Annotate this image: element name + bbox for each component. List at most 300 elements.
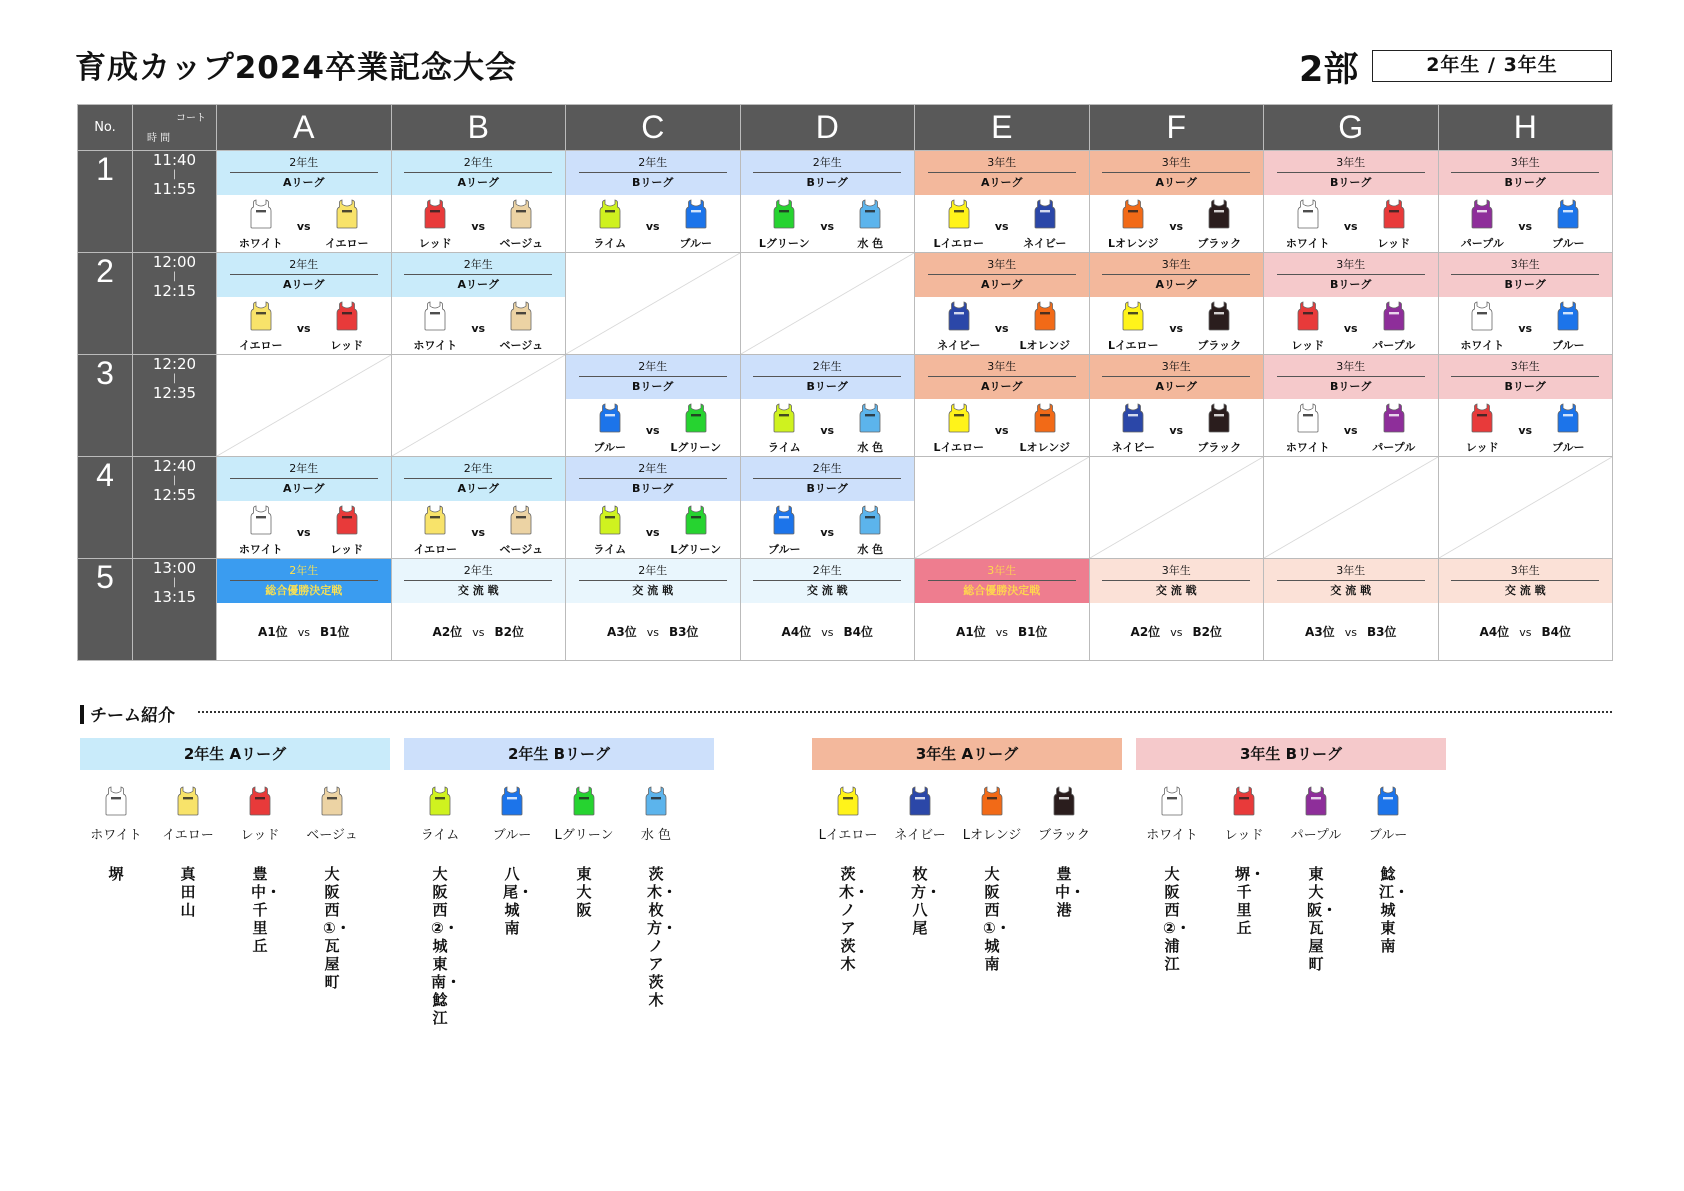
team-districts: 大阪西②・城東南・鯰江	[431, 865, 462, 1027]
match-league: Aリーグ	[980, 380, 1023, 393]
match-cell	[217, 253, 392, 355]
match-cell	[391, 151, 566, 253]
home-team: ホワイト	[1285, 237, 1330, 250]
team-districts: 枚方・八尾	[911, 865, 942, 937]
team-color-name: Lグリーン	[554, 828, 614, 843]
start-time: 12:40	[152, 457, 197, 475]
home-team: ブルー	[767, 543, 801, 556]
jersey-icon	[250, 505, 272, 535]
header-time: 時 間	[147, 133, 171, 144]
jersey-icon	[1297, 403, 1319, 433]
home-seed: A4位	[1479, 625, 1510, 639]
match-league: Bリーグ	[806, 380, 848, 393]
jersey-icon	[336, 505, 358, 535]
match-cell	[217, 151, 392, 253]
match-cell	[740, 151, 915, 253]
page-title: 育成カップ2024卒業記念大会	[75, 50, 517, 86]
jersey-icon	[336, 199, 358, 229]
home-team: イエロー	[413, 543, 458, 556]
away-team: ネイビー	[1023, 237, 1067, 250]
home-seed: A4位	[781, 625, 812, 639]
match-header	[392, 457, 566, 501]
vs-label: vs	[821, 626, 834, 639]
away-team: ブラック	[1197, 339, 1242, 352]
away-team: 水 色	[857, 237, 884, 250]
match-cell	[1089, 355, 1264, 457]
match-grade: 2年生	[289, 156, 319, 169]
schedule-row	[78, 253, 1613, 355]
away-seed: B2位	[494, 625, 524, 639]
away-team: ブルー	[1551, 441, 1585, 454]
vs-label: vs	[296, 322, 311, 335]
home-seed: A1位	[956, 625, 986, 639]
jersey-icon	[501, 786, 523, 816]
match-league: Bリーグ	[1330, 278, 1372, 291]
jersey-icon	[773, 505, 795, 535]
home-team: ライム	[593, 237, 627, 250]
away-team: ブラック	[1197, 441, 1242, 454]
jersey-icon	[1034, 199, 1056, 229]
jersey-icon	[424, 199, 446, 229]
schedule-row	[78, 457, 1613, 559]
home-team: ホワイト	[238, 543, 283, 556]
away-seed: B3位	[1366, 625, 1397, 639]
jersey-icon	[1383, 403, 1405, 433]
team-districts: 豊中・港	[1055, 865, 1086, 919]
jersey-icon	[1305, 786, 1327, 816]
jersey-icon	[645, 786, 667, 816]
court-header-a: A	[217, 105, 392, 151]
team-districts: 大阪西②・浦江	[1163, 865, 1191, 973]
away-team: イエロー	[324, 237, 369, 250]
team-color-name: ホワイト	[90, 828, 142, 843]
match-header	[1439, 151, 1613, 195]
team-districts: 茨木・枚方・ノア茨木	[647, 865, 678, 1009]
match-league: Aリーグ	[457, 278, 499, 291]
league-name: 2年生 Aリーグ	[80, 738, 390, 770]
match-cell	[1264, 151, 1439, 253]
jersey-icon	[1122, 403, 1144, 433]
round-number: 2	[78, 253, 133, 355]
home-team: Lイエロー	[933, 237, 985, 250]
empty-slot	[391, 355, 566, 457]
match-header	[1439, 355, 1613, 399]
match-header	[566, 457, 740, 501]
match-league: Bリーグ	[632, 176, 674, 189]
header-no: No.	[78, 105, 133, 151]
jersey-icon	[981, 786, 1003, 816]
home-team: ホワイト	[1460, 339, 1505, 352]
match-grade: 3年生	[1510, 564, 1540, 577]
match-header	[741, 355, 915, 399]
match-cell	[566, 151, 741, 253]
away-team: ベージュ	[499, 237, 544, 250]
league-intro	[1136, 738, 1446, 973]
match-grade: 2年生	[812, 462, 842, 475]
match-league: Aリーグ	[1155, 176, 1197, 189]
match-league: Aリーグ	[457, 176, 499, 189]
round-number: 1	[78, 151, 133, 253]
jersey-icon	[1208, 301, 1230, 331]
match-grade: 3年生	[987, 564, 1017, 577]
match-header	[217, 559, 391, 603]
team-color-name: レッド	[240, 828, 280, 843]
home-team: レッド	[418, 237, 452, 250]
match-header	[392, 253, 566, 297]
away-team: レッド	[330, 339, 364, 352]
vs-label: vs	[472, 626, 485, 639]
court-header-g: G	[1264, 105, 1439, 151]
empty-slot	[1089, 457, 1264, 559]
vs-label: vs	[994, 322, 1009, 335]
vs-label: vs	[471, 220, 486, 233]
match-header	[1264, 151, 1438, 195]
home-team: Lオレンジ	[1108, 237, 1159, 250]
jersey-icon	[773, 403, 795, 433]
match-cell	[1264, 355, 1439, 457]
team-entry	[152, 786, 224, 991]
jersey-icon	[773, 199, 795, 229]
round-time: 12:40 | 12:55	[133, 457, 217, 559]
away-team: レッド	[1377, 237, 1411, 250]
final-cell	[1089, 559, 1264, 661]
court-header-e: E	[915, 105, 1090, 151]
away-team: パープル	[1372, 441, 1416, 454]
empty-slot	[217, 355, 392, 457]
match-cell	[566, 355, 741, 457]
match-type: 総合優勝決定戦	[963, 584, 1041, 597]
match-league: Aリーグ	[457, 482, 499, 495]
jersey-icon	[909, 786, 931, 816]
jersey-icon	[1122, 199, 1144, 229]
vs-label: vs	[1518, 220, 1533, 233]
home-team: ブルー	[593, 441, 627, 454]
away-team: ベージュ	[499, 339, 544, 352]
team-districts: 大阪西①・瓦屋町	[323, 865, 351, 991]
final-cell	[1438, 559, 1613, 661]
vs-label: vs	[1518, 322, 1533, 335]
match-header	[915, 559, 1089, 603]
jersey-icon	[321, 786, 343, 816]
home-seed: A2位	[432, 625, 463, 639]
jersey-icon	[1233, 786, 1255, 816]
league-name: 3年生 Aリーグ	[812, 738, 1122, 770]
match-grade: 2年生	[638, 462, 668, 475]
jersey-icon	[685, 199, 707, 229]
end-time: 12:55	[152, 486, 197, 504]
match-league: Bリーグ	[1330, 176, 1372, 189]
home-team: レッド	[1291, 339, 1325, 352]
match-grade: 3年生	[1161, 360, 1191, 373]
jersey-icon	[948, 199, 970, 229]
jersey-icon	[1557, 403, 1579, 433]
match-header	[1090, 559, 1264, 603]
home-team: ライム	[767, 441, 801, 454]
final-cell	[1264, 559, 1439, 661]
match-header	[566, 355, 740, 399]
match-cell	[1438, 355, 1613, 457]
match-header	[1264, 355, 1438, 399]
jersey-icon	[510, 301, 532, 331]
final-cell	[915, 559, 1090, 661]
away-team: Lグリーン	[670, 543, 722, 556]
team-districts: 東大阪・瓦屋町	[1307, 865, 1338, 973]
jersey-icon	[948, 403, 970, 433]
team-districts: 茨木・ノア茨木	[839, 865, 870, 973]
end-time: 12:35	[152, 384, 197, 402]
match-type: 交 流 戦	[1504, 584, 1546, 597]
jersey-icon	[105, 786, 127, 816]
team-entry	[620, 786, 692, 1027]
team-districts: 堺・千里丘	[1235, 865, 1266, 937]
match-league: Bリーグ	[806, 176, 848, 189]
match-header	[915, 355, 1089, 399]
match-header	[1090, 253, 1264, 297]
jersey-icon	[948, 301, 970, 331]
team-entry	[296, 786, 368, 991]
away-team: パープル	[1372, 339, 1416, 352]
team-color-name: ホワイト	[1146, 828, 1198, 843]
match-grade: 2年生	[638, 564, 668, 577]
start-time: 12:20	[152, 355, 197, 373]
match-grade: 2年生	[463, 564, 493, 577]
team-entry	[884, 786, 956, 973]
match-league: Aリーグ	[980, 278, 1023, 291]
final-cell	[217, 559, 392, 661]
vs-label: vs	[995, 626, 1008, 639]
vs-label: vs	[296, 526, 311, 539]
match-cell	[391, 457, 566, 559]
jersey-icon	[1471, 301, 1493, 331]
jersey-icon	[424, 505, 446, 535]
away-team: レッド	[330, 543, 364, 556]
match-type: 交 流 戦	[457, 584, 499, 597]
vs-label: vs	[645, 526, 660, 539]
home-team: イエロー	[238, 339, 283, 352]
home-team: ホワイト	[238, 237, 283, 250]
match-grade: 3年生	[1510, 360, 1540, 373]
vs-label: vs	[1170, 626, 1183, 639]
vs-label: vs	[820, 424, 835, 437]
match-grade: 3年生	[1161, 564, 1191, 577]
jersey-icon	[1471, 403, 1493, 433]
header-court: コート	[176, 113, 206, 124]
away-team: ブルー	[1551, 339, 1585, 352]
away-team: Lオレンジ	[1019, 339, 1070, 352]
match-type: 交 流 戦	[1155, 584, 1197, 597]
round-number: 5	[78, 559, 133, 661]
match-header	[566, 559, 740, 603]
match-grade: 3年生	[1510, 156, 1540, 169]
team-districts: 大阪西①・城南	[983, 865, 1011, 973]
match-league: Bリーグ	[1504, 176, 1546, 189]
match-league: Bリーグ	[1504, 278, 1546, 291]
jersey-icon	[510, 199, 532, 229]
match-grade: 3年生	[1161, 156, 1191, 169]
start-time: 12:00	[152, 253, 197, 271]
away-seed: B4位	[1541, 625, 1571, 639]
empty-slot	[1264, 457, 1439, 559]
match-league: Aリーグ	[1155, 278, 1197, 291]
match-header	[217, 151, 391, 195]
team-districts: 堺	[108, 865, 124, 883]
match-type: 総合優勝決定戦	[265, 584, 343, 597]
match-cell	[1089, 151, 1264, 253]
jersey-icon	[573, 786, 595, 816]
vs-label: vs	[1169, 220, 1184, 233]
vs-label: vs	[994, 424, 1009, 437]
match-grade: 2年生	[812, 564, 842, 577]
match-league: Aリーグ	[282, 482, 325, 495]
home-seed: A1位	[258, 625, 288, 639]
team-entry	[1208, 786, 1280, 973]
match-header	[741, 457, 915, 501]
empty-slot	[915, 457, 1090, 559]
jersey-icon	[1122, 301, 1144, 331]
match-cell	[1264, 253, 1439, 355]
team-intro-title	[80, 701, 175, 726]
division-label: 2部	[1299, 50, 1359, 90]
grades-box: 2年生 / 3年生	[1372, 50, 1612, 82]
vs-label: vs	[645, 220, 660, 233]
vs-label: vs	[1343, 220, 1358, 233]
match-league: Aリーグ	[282, 176, 325, 189]
match-header	[915, 253, 1089, 297]
team-entry	[476, 786, 548, 1027]
vs-label: vs	[296, 220, 311, 233]
team-districts: 東大阪	[576, 865, 592, 919]
match-header	[392, 151, 566, 195]
vs-label: vs	[297, 626, 310, 639]
match-league: Bリーグ	[1504, 380, 1546, 393]
end-time: 12:15	[152, 282, 197, 300]
team-color-name: ベージュ	[306, 828, 358, 843]
team-entry	[1352, 786, 1424, 973]
team-entry	[956, 786, 1028, 973]
match-header	[1090, 151, 1264, 195]
match-type: 交 流 戦	[632, 584, 674, 597]
home-seed: A2位	[1130, 625, 1161, 639]
match-league: Bリーグ	[632, 482, 674, 495]
match-grade: 3年生	[1161, 258, 1191, 271]
team-entry	[1280, 786, 1352, 973]
round-time: 12:20 | 12:35	[133, 355, 217, 457]
jersey-icon	[685, 505, 707, 535]
match-grade: 3年生	[987, 360, 1017, 373]
team-districts: 八尾・城南	[503, 865, 534, 937]
league-intro	[404, 738, 714, 1027]
home-seed: A3位	[1305, 625, 1335, 639]
team-entry	[548, 786, 620, 1027]
match-league: Bリーグ	[632, 380, 674, 393]
match-header	[1090, 355, 1264, 399]
match-cell	[566, 457, 741, 559]
match-league: Bリーグ	[1330, 380, 1372, 393]
vs-label: vs	[471, 526, 486, 539]
match-cell	[217, 457, 392, 559]
away-team: Lオレンジ	[1019, 441, 1070, 454]
team-entry	[404, 786, 476, 1027]
home-team: ライム	[593, 543, 627, 556]
header-court-time	[133, 105, 217, 151]
match-league: Bリーグ	[806, 482, 848, 495]
match-grade: 2年生	[289, 462, 319, 475]
round-number: 3	[78, 355, 133, 457]
match-league: Aリーグ	[1155, 380, 1197, 393]
away-seed: B2位	[1192, 625, 1222, 639]
jersey-icon	[1557, 301, 1579, 331]
team-entry	[80, 786, 152, 991]
match-cell	[1438, 253, 1613, 355]
team-color-name: ライム	[420, 828, 460, 843]
match-cell	[915, 253, 1090, 355]
league-name: 2年生 Bリーグ	[404, 738, 714, 770]
away-team: Lグリーン	[670, 441, 722, 454]
jersey-icon	[429, 786, 451, 816]
jersey-icon	[859, 403, 881, 433]
schedule-row	[78, 559, 1613, 661]
vs-label: vs	[1169, 322, 1184, 335]
jersey-icon	[599, 403, 621, 433]
match-header	[217, 457, 391, 501]
match-header	[741, 559, 915, 603]
team-color-name: ブルー	[492, 828, 532, 843]
home-team: Lイエロー	[933, 441, 985, 454]
match-cell	[740, 355, 915, 457]
away-seed: B3位	[668, 625, 699, 639]
match-type: 交 流 戦	[806, 584, 848, 597]
jersey-icon	[685, 403, 707, 433]
match-cell	[1089, 253, 1264, 355]
vs-label: vs	[646, 626, 659, 639]
home-team: ネイビー	[937, 339, 981, 352]
match-grade: 2年生	[638, 360, 668, 373]
final-cell	[566, 559, 741, 661]
match-header	[1439, 559, 1613, 603]
match-grade: 3年生	[987, 156, 1017, 169]
home-team: レッド	[1465, 441, 1499, 454]
match-header	[1264, 559, 1438, 603]
empty-slot	[566, 253, 741, 355]
vs-label: vs	[471, 322, 486, 335]
team-districts: 真田山	[180, 865, 196, 919]
court-header-c: C	[566, 105, 741, 151]
end-time: 11:55	[152, 180, 197, 198]
match-grade: 2年生	[463, 258, 493, 271]
match-header	[392, 559, 566, 603]
home-team: パープル	[1460, 237, 1504, 250]
vs-label: vs	[1518, 424, 1533, 437]
match-cell	[740, 457, 915, 559]
match-cell	[915, 355, 1090, 457]
away-team: ブラック	[1197, 237, 1242, 250]
court-header-f: F	[1089, 105, 1264, 151]
match-grade: 2年生	[638, 156, 668, 169]
match-type: 交 流 戦	[1330, 584, 1372, 597]
away-team: 水 色	[857, 543, 884, 556]
jersey-icon	[1161, 786, 1183, 816]
round-time: 12:00 | 12:15	[133, 253, 217, 355]
end-time: 13:15	[152, 588, 197, 606]
match-grade: 3年生	[1336, 360, 1366, 373]
schedule-row	[78, 151, 1613, 253]
team-entry	[1028, 786, 1100, 973]
match-cell	[1438, 151, 1613, 253]
vs-label: vs	[1519, 626, 1532, 639]
jersey-icon	[599, 505, 621, 535]
jersey-icon	[837, 786, 859, 816]
team-color-name: 水 色	[640, 828, 672, 843]
